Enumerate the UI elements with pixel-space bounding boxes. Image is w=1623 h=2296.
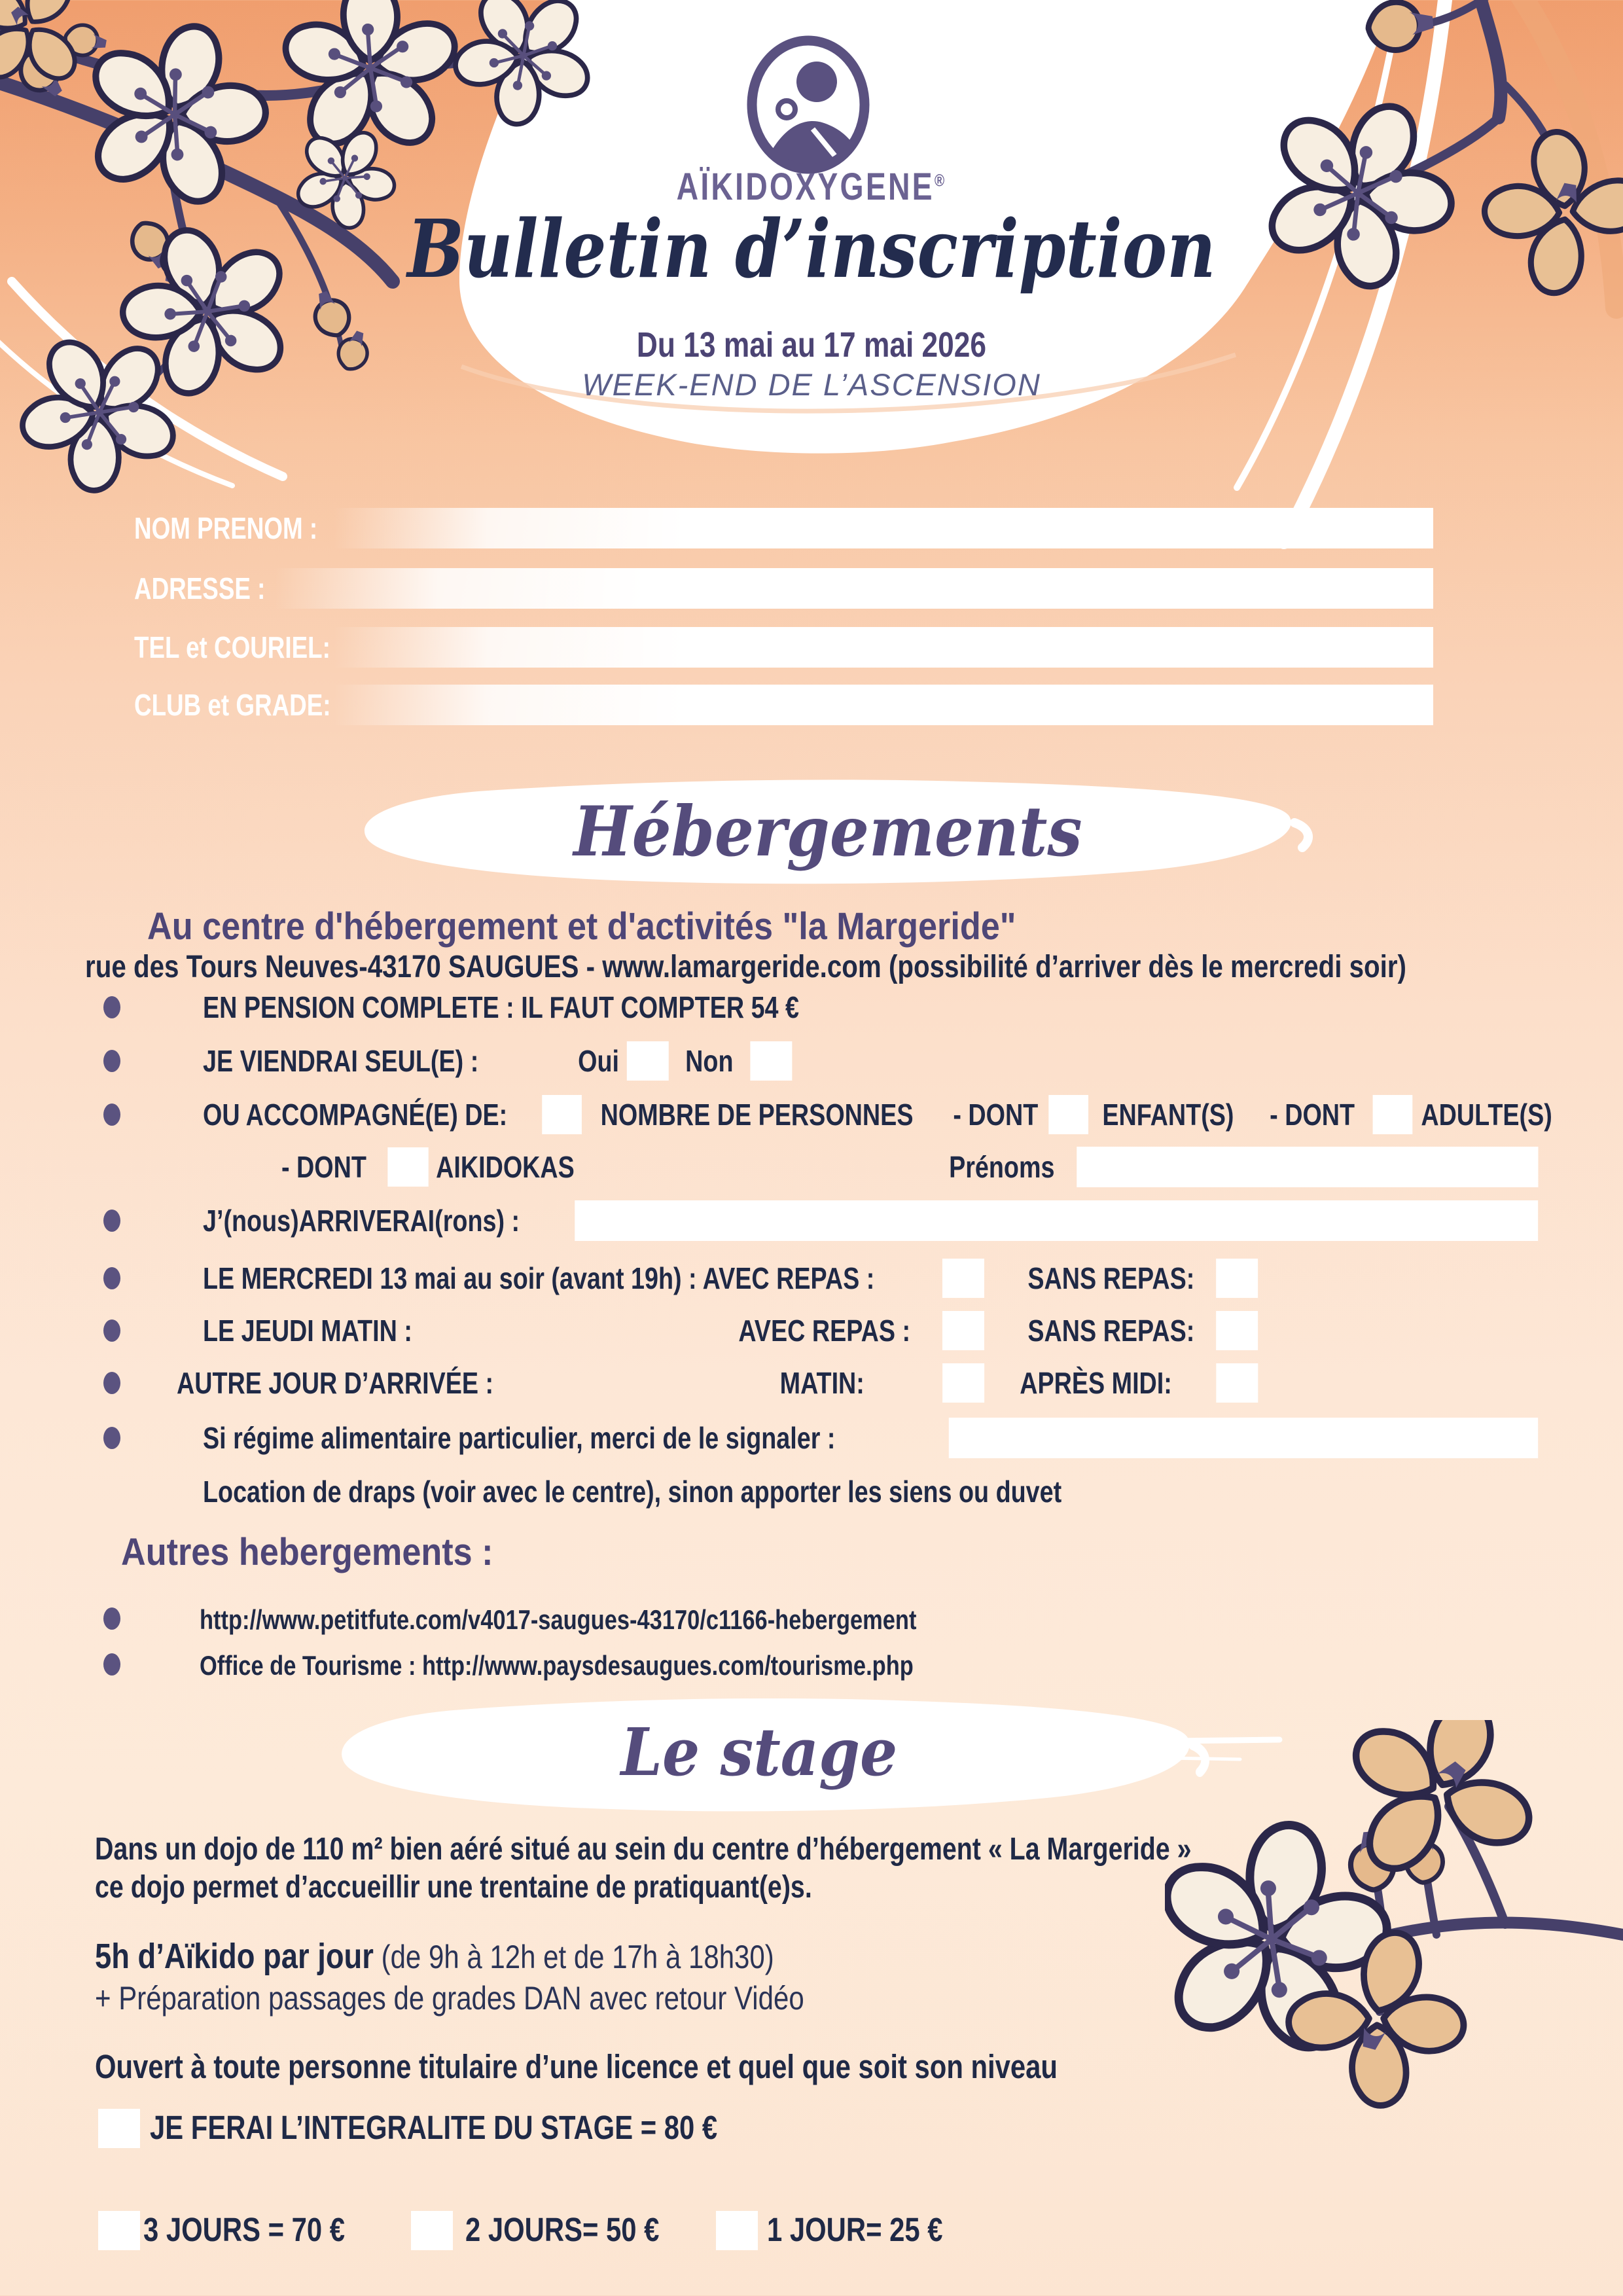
input-nom-prenom[interactable] [334,508,1433,548]
bullet-pension [103,996,120,1018]
field-label-tel-couriel: TEL et COURIEL: [134,630,330,664]
enfants-label: ENFANT(S) [1102,1098,1234,1132]
nb-personnes-label: NOMBRE DE PERSONNES [600,1098,914,1132]
matin-label: MATIN: [779,1366,865,1400]
cherry-blossom-bottom-right [1165,1720,1623,2296]
checkbox-enfants[interactable] [1048,1095,1088,1134]
address-line: rue des Tours Neuves-43170 SAUGUES - www.lamargeride.com (possibilité d’arriver dès le mercredi soir) [85,950,1406,984]
bullet-mercredi [103,1267,120,1289]
input-tel-couriel[interactable] [334,627,1433,668]
bullet-accompagne [103,1103,120,1126]
hours-line [95,1936,774,1977]
apres-midi-label: APRÈS MIDI: [1020,1366,1172,1400]
bullet-arrivee [103,1210,120,1232]
checkbox-mercredi-avec-repas[interactable] [942,1259,984,1298]
dojo-line1: Dans un dojo de 110 m² bien aéré situé au sein du centre d’hébergement « La Margeride » [95,1832,1192,1867]
link-office-tourisme[interactable]: Office de Tourisme : http://www.paysdesaugues.com/tourisme.php [200,1650,914,1681]
input-regime[interactable] [949,1418,1538,1458]
oui-label: Oui [578,1044,620,1078]
jeudi-avec-repas-label: AVEC REPAS : [738,1314,911,1348]
jeudi-sans-repas-label: SANS REPAS: [1027,1314,1195,1348]
link-petitfute[interactable]: http://www.petitfute.com/v4017-saugues-43170/c1166-hebergement [200,1604,917,1635]
section-title-stage: Le stage [620,1713,898,1791]
bullet-link-petitfute [103,1607,120,1630]
input-arrivee[interactable] [575,1200,1538,1241]
hours-bold: 5h d’Aïkido par jour [95,1937,374,1976]
dojo-line2: ce dojo permet d’accueillir une trentaine de pratiquant(e)s. [95,1870,812,1905]
dont-enfants-label: - DONT [953,1098,1039,1132]
checkbox-non[interactable] [750,1041,792,1081]
checkbox-autre-matin[interactable] [942,1363,984,1403]
checkbox-1-jour[interactable] [716,2211,758,2250]
bullet-autre-jour [103,1372,120,1394]
input-adresse[interactable] [275,568,1433,609]
registered-mark: ® [934,170,947,190]
hours-rest: (de 9h à 12h et de 17h à 18h30) [373,1939,774,1975]
bullet-seul [103,1050,120,1072]
accompagne-label: OU ACCOMPAGNÉ(E) DE: [203,1098,508,1132]
field-label-club-grade: CLUB et GRADE: [134,688,331,722]
event-dates: Du 13 mai au 17 mai 2026 [636,325,987,365]
checkbox-jeudi-avec-repas[interactable] [942,1311,984,1350]
mercredi-sans-repas-label: SANS REPAS: [1027,1261,1195,1295]
option-1-jour-label: 1 JOUR= 25 € [767,2211,943,2248]
option-2-jours-label: 2 JOURS= 50 € [465,2211,660,2248]
mercredi-label: LE MERCREDI 13 mai au soir (avant 19h) : AVEC REPAS : [203,1261,875,1295]
draps-line: Location de draps (voir avec le centre), sinon apporter les siens ou duvet [203,1475,1062,1509]
checkbox-2-jours[interactable] [411,2211,453,2250]
autres-hebergements-title: Autres hebergements : [121,1531,493,1573]
brand-name: AÏKIDOXYGENE® [676,166,947,208]
pension-line: EN PENSION COMPLETE : IL FAUT COMPTER 54 € [203,990,799,1024]
non-label: Non [685,1044,734,1078]
jeudi-label: LE JEUDI MATIN : [203,1314,412,1348]
page-title: Bulletin d’inscription [407,202,1216,296]
checkbox-nb-personnes[interactable] [542,1095,582,1134]
prep-line: + Préparation passages de grades DAN avec retour Vidéo [95,1980,804,2017]
dont-adultes-label: - DONT [1270,1098,1355,1132]
center-hebergement-title: Au centre d'hébergement et d'activités "la Margeride" [147,905,1016,948]
adultes-label: ADULTE(S) [1421,1098,1552,1132]
checkbox-3-jours[interactable] [98,2211,140,2250]
bullet-link-tourisme [103,1653,120,1676]
checkbox-adultes[interactable] [1373,1095,1413,1134]
autre-jour-label: AUTRE JOUR D’ARRIVÉE : [177,1366,494,1400]
checkbox-stage-integral[interactable] [98,2109,140,2148]
stage-integral-label: JE FERAI L’INTEGRALITE DU STAGE = 80 € [150,2109,718,2146]
bullet-regime [103,1427,120,1449]
checkbox-autre-apres-midi[interactable] [1216,1363,1258,1403]
arrivee-label: J’(nous)ARRIVERAI(rons) : [203,1204,520,1238]
input-club-grade[interactable] [334,685,1433,725]
open-line: Ouvert à toute personne titulaire d’une licence et quel que soit son niveau [95,2048,1058,2085]
prenoms-label: Prénoms [949,1150,1055,1184]
checkbox-oui[interactable] [627,1041,669,1081]
input-prenoms[interactable] [1077,1147,1538,1187]
aikidoxygene-logo-icon [740,29,877,180]
option-3-jours-label: 3 JOURS = 70 € [143,2211,346,2248]
checkbox-jeudi-sans-repas[interactable] [1216,1311,1258,1350]
seul-label: JE VIENDRAI SEUL(E) : [203,1044,479,1078]
field-label-adresse: ADRESSE : [134,571,266,605]
checkbox-aikidokas[interactable] [387,1147,428,1187]
regime-label: Si régime alimentaire particulier, merci de le signaler : [203,1421,836,1455]
event-subtitle: WEEK-END DE L’ASCENSION [582,367,1041,402]
aikidokas-label: AIKIDOKAS [436,1150,575,1184]
checkbox-mercredi-sans-repas[interactable] [1216,1259,1258,1298]
field-label-nom-prenom: NOM PRENOM : [134,511,318,545]
dont-aikidokas-label: - DONT [281,1150,366,1184]
bullet-jeudi [103,1319,120,1342]
section-title-hebergements: Hébergements [573,791,1082,872]
